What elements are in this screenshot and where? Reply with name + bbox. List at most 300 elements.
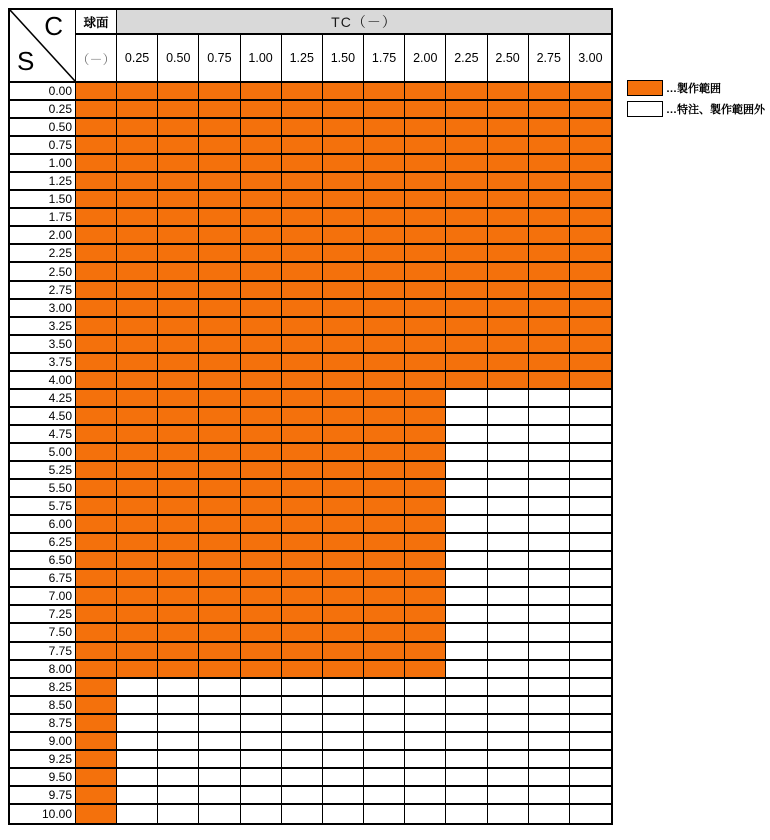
range-cell bbox=[158, 300, 199, 318]
row-label: 5.75 bbox=[10, 498, 76, 516]
range-cell bbox=[570, 119, 611, 137]
range-cell bbox=[282, 408, 323, 426]
out-of-range-cell bbox=[158, 715, 199, 733]
out-of-range-cell bbox=[529, 733, 570, 751]
corner-c-label: C bbox=[44, 11, 63, 41]
range-cell bbox=[241, 480, 282, 498]
range-cell bbox=[446, 101, 487, 119]
range-cell bbox=[364, 137, 405, 155]
sphere-range-cell bbox=[76, 444, 117, 462]
range-cell bbox=[158, 534, 199, 552]
range-cell bbox=[241, 570, 282, 588]
sphere-range-cell bbox=[76, 83, 117, 101]
range-cell bbox=[323, 444, 364, 462]
range-cell bbox=[158, 372, 199, 390]
range-cell bbox=[158, 570, 199, 588]
out-of-range-cell bbox=[364, 679, 405, 697]
range-cell bbox=[364, 101, 405, 119]
range-cell bbox=[364, 155, 405, 173]
sphere-range-cell bbox=[76, 661, 117, 679]
range-cell bbox=[282, 462, 323, 480]
range-cell bbox=[488, 191, 529, 209]
out-of-range-cell bbox=[199, 679, 240, 697]
out-of-range-cell bbox=[199, 787, 240, 805]
out-of-range-cell bbox=[529, 498, 570, 516]
in-range-swatch bbox=[627, 80, 663, 96]
range-cell bbox=[199, 444, 240, 462]
out-of-range-cell bbox=[529, 715, 570, 733]
range-cell bbox=[199, 624, 240, 642]
range-cell bbox=[199, 426, 240, 444]
out-of-range-cell bbox=[488, 679, 529, 697]
out-of-range-cell bbox=[570, 805, 611, 823]
range-cell bbox=[405, 426, 446, 444]
range-cell bbox=[529, 354, 570, 372]
range-cell bbox=[405, 227, 446, 245]
sphere-range-cell bbox=[76, 805, 117, 823]
out-of-range-label: …特注、製作範囲外 bbox=[666, 104, 765, 116]
range-cell bbox=[282, 191, 323, 209]
sphere-range-cell bbox=[76, 408, 117, 426]
range-cell bbox=[241, 173, 282, 191]
range-cell bbox=[117, 155, 158, 173]
range-cell bbox=[199, 263, 240, 281]
out-of-range-cell bbox=[446, 751, 487, 769]
out-of-range-cell bbox=[323, 679, 364, 697]
range-cell bbox=[199, 570, 240, 588]
range-cell bbox=[529, 209, 570, 227]
out-of-range-cell bbox=[529, 643, 570, 661]
range-cell bbox=[117, 588, 158, 606]
range-cell bbox=[323, 282, 364, 300]
range-cell bbox=[405, 643, 446, 661]
range-cell bbox=[405, 624, 446, 642]
range-cell bbox=[158, 462, 199, 480]
range-cell bbox=[199, 155, 240, 173]
range-cell bbox=[241, 318, 282, 336]
row-label: 2.50 bbox=[10, 263, 76, 281]
out-of-range-cell bbox=[364, 715, 405, 733]
range-cell bbox=[570, 209, 611, 227]
range-cell bbox=[323, 408, 364, 426]
range-cell bbox=[199, 390, 240, 408]
range-cell bbox=[158, 444, 199, 462]
sphere-range-cell bbox=[76, 318, 117, 336]
range-cell bbox=[117, 245, 158, 263]
row-label: 0.25 bbox=[10, 101, 76, 119]
range-cell bbox=[117, 137, 158, 155]
range-cell bbox=[117, 209, 158, 227]
sphere-range-cell bbox=[76, 588, 117, 606]
out-of-range-cell bbox=[529, 751, 570, 769]
range-cell bbox=[446, 354, 487, 372]
out-of-range-cell bbox=[446, 462, 487, 480]
range-cell bbox=[364, 173, 405, 191]
range-cell bbox=[488, 101, 529, 119]
out-of-range-cell bbox=[364, 751, 405, 769]
range-cell bbox=[488, 245, 529, 263]
range-cell bbox=[323, 462, 364, 480]
range-cell bbox=[241, 137, 282, 155]
range-cell bbox=[282, 263, 323, 281]
range-cell bbox=[282, 516, 323, 534]
range-cell bbox=[529, 155, 570, 173]
range-cell bbox=[117, 498, 158, 516]
out-of-range-cell bbox=[488, 715, 529, 733]
range-cell bbox=[282, 661, 323, 679]
range-cell bbox=[282, 390, 323, 408]
range-cell bbox=[117, 390, 158, 408]
range-cell bbox=[282, 588, 323, 606]
sphere-range-cell bbox=[76, 209, 117, 227]
out-of-range-cell bbox=[488, 408, 529, 426]
range-cell bbox=[241, 155, 282, 173]
out-of-range-cell bbox=[529, 787, 570, 805]
out-of-range-cell bbox=[158, 751, 199, 769]
range-cell bbox=[405, 173, 446, 191]
range-cell bbox=[282, 173, 323, 191]
range-cell bbox=[282, 498, 323, 516]
range-cell bbox=[488, 372, 529, 390]
range-cell bbox=[199, 119, 240, 137]
out-of-range-cell bbox=[529, 390, 570, 408]
range-cell bbox=[488, 173, 529, 191]
tc-column-header: 1.75 bbox=[364, 35, 405, 83]
out-of-range-cell bbox=[570, 624, 611, 642]
range-cell bbox=[158, 588, 199, 606]
range-cell bbox=[570, 282, 611, 300]
sphere-range-cell bbox=[76, 300, 117, 318]
range-cell bbox=[199, 209, 240, 227]
sphere-range-cell bbox=[76, 191, 117, 209]
out-of-range-cell bbox=[199, 769, 240, 787]
tc-column-header: 1.00 bbox=[241, 35, 282, 83]
range-cell bbox=[282, 245, 323, 263]
range-cell bbox=[158, 336, 199, 354]
range-cell bbox=[199, 552, 240, 570]
range-cell bbox=[158, 661, 199, 679]
sphere-range-cell bbox=[76, 570, 117, 588]
range-cell bbox=[158, 119, 199, 137]
range-cell bbox=[364, 570, 405, 588]
out-of-range-cell bbox=[446, 498, 487, 516]
range-cell bbox=[282, 119, 323, 137]
sphere-range-cell bbox=[76, 643, 117, 661]
range-cell bbox=[323, 390, 364, 408]
range-cell bbox=[158, 245, 199, 263]
range-cell bbox=[405, 137, 446, 155]
out-of-range-cell bbox=[364, 769, 405, 787]
range-cell bbox=[158, 209, 199, 227]
out-of-range-cell bbox=[488, 643, 529, 661]
range-cell bbox=[241, 263, 282, 281]
range-cell bbox=[199, 516, 240, 534]
out-of-range-cell bbox=[323, 805, 364, 823]
sphere-range-cell bbox=[76, 354, 117, 372]
out-of-range-cell bbox=[405, 769, 446, 787]
range-cell bbox=[117, 552, 158, 570]
range-cell bbox=[241, 191, 282, 209]
range-cell bbox=[446, 137, 487, 155]
sphere-range-cell bbox=[76, 534, 117, 552]
range-cell bbox=[199, 372, 240, 390]
legend bbox=[627, 80, 765, 122]
range-cell bbox=[405, 245, 446, 263]
range-cell bbox=[405, 191, 446, 209]
out-of-range-cell bbox=[529, 480, 570, 498]
range-cell bbox=[158, 83, 199, 101]
range-cell bbox=[405, 300, 446, 318]
out-of-range-cell bbox=[364, 697, 405, 715]
range-cell bbox=[405, 263, 446, 281]
range-cell bbox=[199, 354, 240, 372]
out-of-range-cell bbox=[446, 715, 487, 733]
range-cell bbox=[529, 318, 570, 336]
range-cell bbox=[323, 155, 364, 173]
range-cell bbox=[446, 282, 487, 300]
range-cell bbox=[488, 354, 529, 372]
out-of-range-cell bbox=[529, 408, 570, 426]
out-of-range-cell bbox=[199, 751, 240, 769]
out-of-range-cell bbox=[446, 624, 487, 642]
range-cell bbox=[323, 498, 364, 516]
row-label: 7.25 bbox=[10, 606, 76, 624]
range-cell bbox=[323, 426, 364, 444]
range-cell bbox=[158, 354, 199, 372]
range-cell bbox=[570, 137, 611, 155]
out-of-range-cell bbox=[158, 787, 199, 805]
range-cell bbox=[282, 444, 323, 462]
range-cell bbox=[158, 480, 199, 498]
tc-column-header: 3.00 bbox=[570, 35, 611, 83]
range-cell bbox=[117, 444, 158, 462]
range-cell bbox=[529, 282, 570, 300]
range-cell bbox=[241, 426, 282, 444]
out-of-range-cell bbox=[570, 715, 611, 733]
range-cell bbox=[117, 191, 158, 209]
range-cell bbox=[570, 372, 611, 390]
tc-column-header: 0.50 bbox=[158, 35, 199, 83]
range-cell bbox=[446, 191, 487, 209]
range-cell bbox=[117, 606, 158, 624]
out-of-range-cell bbox=[446, 390, 487, 408]
out-of-range-cell bbox=[529, 697, 570, 715]
range-cell bbox=[364, 516, 405, 534]
out-of-range-cell bbox=[488, 588, 529, 606]
range-cell bbox=[158, 643, 199, 661]
range-cell bbox=[364, 588, 405, 606]
out-of-range-cell bbox=[529, 570, 570, 588]
row-label: 6.50 bbox=[10, 552, 76, 570]
range-cell bbox=[158, 101, 199, 119]
out-of-range-cell bbox=[117, 715, 158, 733]
range-cell bbox=[199, 300, 240, 318]
out-of-range-cell bbox=[446, 426, 487, 444]
row-label: 8.00 bbox=[10, 661, 76, 679]
out-of-range-cell bbox=[570, 498, 611, 516]
row-label: 6.25 bbox=[10, 534, 76, 552]
range-cell bbox=[405, 661, 446, 679]
sphere-range-cell bbox=[76, 263, 117, 281]
range-cell bbox=[570, 263, 611, 281]
range-cell bbox=[323, 643, 364, 661]
row-label: 6.75 bbox=[10, 570, 76, 588]
range-cell bbox=[364, 263, 405, 281]
range-cell bbox=[364, 624, 405, 642]
out-of-range-cell bbox=[282, 787, 323, 805]
range-cell bbox=[241, 354, 282, 372]
out-of-range-cell bbox=[241, 787, 282, 805]
range-cell bbox=[323, 534, 364, 552]
range-cell bbox=[570, 191, 611, 209]
range-cell bbox=[323, 661, 364, 679]
range-cell bbox=[405, 516, 446, 534]
range-cell bbox=[529, 191, 570, 209]
range-cell bbox=[529, 83, 570, 101]
range-cell bbox=[529, 300, 570, 318]
out-of-range-cell bbox=[364, 805, 405, 823]
range-cell bbox=[364, 643, 405, 661]
out-of-range-cell bbox=[323, 751, 364, 769]
range-cell bbox=[241, 282, 282, 300]
row-label: 5.00 bbox=[10, 444, 76, 462]
row-label: 7.75 bbox=[10, 643, 76, 661]
range-cell bbox=[323, 227, 364, 245]
range-cell bbox=[446, 227, 487, 245]
range-cell bbox=[446, 245, 487, 263]
tc-column-header: 2.25 bbox=[446, 35, 487, 83]
row-label: 5.50 bbox=[10, 480, 76, 498]
out-of-range-cell bbox=[364, 733, 405, 751]
row-label: 2.25 bbox=[10, 245, 76, 263]
out-of-range-cell bbox=[241, 733, 282, 751]
range-cell bbox=[323, 354, 364, 372]
out-of-range-cell bbox=[323, 697, 364, 715]
range-cell bbox=[117, 462, 158, 480]
range-cell bbox=[241, 462, 282, 480]
corner-s-label: S bbox=[17, 46, 35, 76]
range-cell bbox=[405, 462, 446, 480]
out-of-range-cell bbox=[199, 733, 240, 751]
range-cell bbox=[282, 227, 323, 245]
range-cell bbox=[364, 119, 405, 137]
range-cell bbox=[364, 245, 405, 263]
range-cell bbox=[364, 498, 405, 516]
out-of-range-cell bbox=[488, 534, 529, 552]
range-cell bbox=[117, 661, 158, 679]
range-cell bbox=[488, 282, 529, 300]
range-cell bbox=[488, 318, 529, 336]
out-of-range-cell bbox=[241, 697, 282, 715]
range-cell bbox=[323, 263, 364, 281]
range-cell bbox=[282, 137, 323, 155]
range-cell bbox=[323, 119, 364, 137]
row-label: 1.50 bbox=[10, 191, 76, 209]
out-of-range-cell bbox=[405, 679, 446, 697]
range-cell bbox=[117, 426, 158, 444]
range-cell bbox=[323, 101, 364, 119]
out-of-range-cell bbox=[529, 805, 570, 823]
range-cell bbox=[199, 480, 240, 498]
out-of-range-cell bbox=[488, 606, 529, 624]
production-range-table bbox=[8, 8, 613, 825]
sphere-range-cell bbox=[76, 516, 117, 534]
out-of-range-cell bbox=[158, 733, 199, 751]
range-cell bbox=[529, 173, 570, 191]
out-of-range-cell bbox=[529, 534, 570, 552]
range-cell bbox=[241, 516, 282, 534]
row-label: 1.75 bbox=[10, 209, 76, 227]
range-cell bbox=[199, 534, 240, 552]
range-cell bbox=[241, 245, 282, 263]
range-cell bbox=[199, 606, 240, 624]
range-cell bbox=[199, 83, 240, 101]
out-of-range-cell bbox=[570, 679, 611, 697]
row-label: 8.25 bbox=[10, 679, 76, 697]
range-cell bbox=[405, 372, 446, 390]
out-of-range-cell bbox=[241, 679, 282, 697]
range-cell bbox=[199, 336, 240, 354]
out-of-range-cell bbox=[158, 805, 199, 823]
sphere-range-cell bbox=[76, 552, 117, 570]
out-of-range-cell bbox=[488, 805, 529, 823]
out-of-range-swatch bbox=[627, 101, 663, 117]
range-cell bbox=[446, 173, 487, 191]
out-of-range-cell bbox=[323, 787, 364, 805]
sphere-range-cell bbox=[76, 787, 117, 805]
range-cell bbox=[282, 83, 323, 101]
out-of-range-cell bbox=[405, 715, 446, 733]
out-of-range-cell bbox=[570, 588, 611, 606]
out-of-range-cell bbox=[570, 480, 611, 498]
out-of-range-cell bbox=[570, 733, 611, 751]
range-cell bbox=[117, 570, 158, 588]
tc-column-header: 2.75 bbox=[529, 35, 570, 83]
range-cell bbox=[117, 336, 158, 354]
range-cell bbox=[446, 119, 487, 137]
range-cell bbox=[570, 300, 611, 318]
range-cell bbox=[529, 336, 570, 354]
row-label: 9.00 bbox=[10, 733, 76, 751]
range-cell bbox=[158, 408, 199, 426]
range-cell bbox=[364, 606, 405, 624]
range-cell bbox=[364, 390, 405, 408]
range-cell bbox=[282, 336, 323, 354]
sphere-range-cell bbox=[76, 227, 117, 245]
range-cell bbox=[323, 588, 364, 606]
row-label: 9.50 bbox=[10, 769, 76, 787]
range-cell bbox=[446, 155, 487, 173]
range-cell bbox=[241, 624, 282, 642]
out-of-range-cell bbox=[199, 697, 240, 715]
range-cell bbox=[282, 624, 323, 642]
out-of-range-cell bbox=[488, 661, 529, 679]
out-of-range-cell bbox=[488, 751, 529, 769]
out-of-range-cell bbox=[405, 787, 446, 805]
range-cell bbox=[323, 480, 364, 498]
sphere-range-cell bbox=[76, 751, 117, 769]
range-cell bbox=[282, 282, 323, 300]
out-of-range-cell bbox=[405, 697, 446, 715]
range-cell bbox=[488, 336, 529, 354]
range-cell bbox=[241, 209, 282, 227]
out-of-range-cell bbox=[323, 733, 364, 751]
row-label: 10.00 bbox=[10, 805, 76, 823]
out-of-range-cell bbox=[488, 444, 529, 462]
out-of-range-cell bbox=[488, 498, 529, 516]
range-cell bbox=[241, 552, 282, 570]
range-cell bbox=[117, 173, 158, 191]
